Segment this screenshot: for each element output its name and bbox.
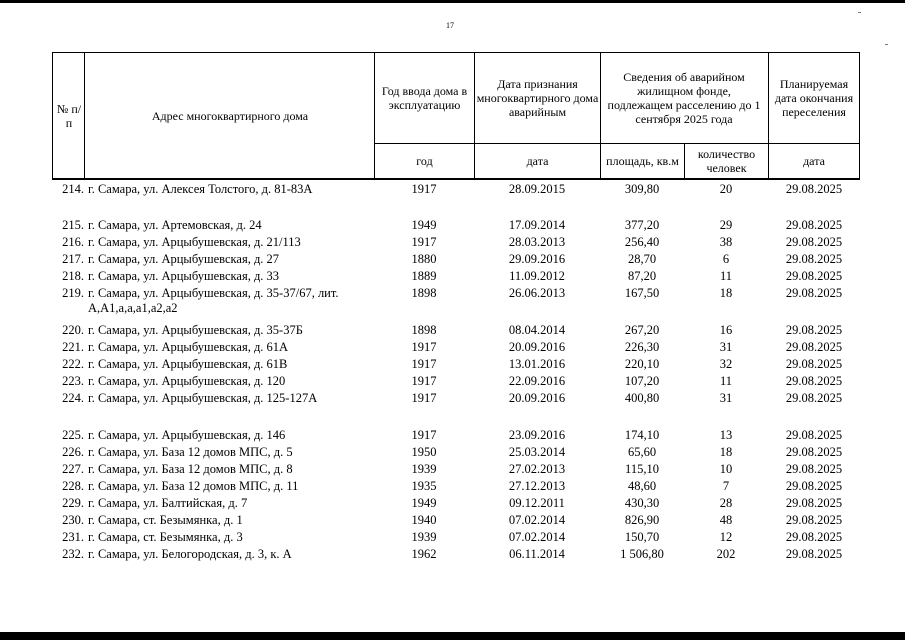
row-year: 1917 xyxy=(411,374,437,388)
row-date: 26.06.2013 xyxy=(508,286,566,300)
row-address: г. Самара, ст. Безымянка, д. 3 xyxy=(88,530,243,544)
row-area: 826,90 xyxy=(624,513,660,527)
row-plan-date: 29.08.2025 xyxy=(785,428,843,442)
header-vline xyxy=(859,52,860,180)
table-row xyxy=(52,428,860,445)
row-plan-date: 29.08.2025 xyxy=(785,252,843,266)
row-address: г. Самара, ул. Балтийская, д. 7 xyxy=(88,496,248,510)
table-row xyxy=(52,462,860,479)
row-plan-date: 29.08.2025 xyxy=(785,182,843,196)
row-area: 1 506,80 xyxy=(620,547,664,561)
row-year: 1898 xyxy=(411,323,437,337)
table-row xyxy=(52,530,860,547)
row-area: 150,70 xyxy=(624,530,660,544)
row-number: 223. xyxy=(62,374,84,388)
row-people: 48 xyxy=(719,513,733,527)
subheader-year: год xyxy=(416,154,433,168)
row-number: 229. xyxy=(62,496,84,510)
row-area: 174,10 xyxy=(624,428,660,442)
row-address: г. Самара, ул. База 12 домов МПС, д. 11 xyxy=(88,479,299,493)
row-year: 1889 xyxy=(411,269,437,283)
table-row xyxy=(52,445,860,462)
row-date: 17.09.2014 xyxy=(508,218,566,232)
row-plan-date: 29.08.2025 xyxy=(785,323,843,337)
row-number: 225. xyxy=(62,428,84,442)
row-people: 32 xyxy=(719,357,733,371)
row-year: 1917 xyxy=(411,235,437,249)
row-date: 06.11.2014 xyxy=(509,547,565,561)
row-plan-date: 29.08.2025 xyxy=(785,357,843,371)
row-year: 1917 xyxy=(411,391,437,405)
row-area: 267,20 xyxy=(624,323,660,337)
row-year: 1917 xyxy=(411,357,437,371)
row-area: 430,30 xyxy=(624,496,660,510)
table-row xyxy=(52,286,860,320)
row-plan-date: 29.08.2025 xyxy=(785,530,843,544)
row-address: г. Самара, ул. Арцыбушевская, д. 27 xyxy=(88,252,280,266)
row-year: 1917 xyxy=(411,428,437,442)
row-plan-date: 29.08.2025 xyxy=(785,547,843,561)
row-number: 221. xyxy=(62,340,84,354)
subheader-date: дата xyxy=(526,154,549,168)
page-number: 17 xyxy=(446,21,454,30)
row-date: 27.02.2013 xyxy=(508,462,566,476)
row-date: 28.09.2015 xyxy=(508,182,566,196)
row-plan-date: 29.08.2025 xyxy=(785,462,843,476)
row-address: г. Самара, ул. Арцыбушевская, д. 21/113 xyxy=(88,235,301,249)
row-year: 1939 xyxy=(411,462,437,476)
table-header xyxy=(52,52,860,180)
row-plan-date: 29.08.2025 xyxy=(785,374,843,388)
scan-speck xyxy=(885,44,888,45)
row-address: г. Самара, ул. Арцыбушевская, д. 35-37/67, лит. А,А1,а,а,а1,а2,а2 xyxy=(88,286,339,315)
row-people: 31 xyxy=(719,391,733,405)
row-address: г. Самара, ст. Безымянка, д. 1 xyxy=(88,513,243,527)
row-address: г. Самара, ул. Арцыбушевская, д. 61В xyxy=(88,357,288,371)
row-date: 20.09.2016 xyxy=(508,391,566,405)
table-row xyxy=(52,218,860,235)
row-number: 228. xyxy=(62,479,84,493)
row-year: 1880 xyxy=(411,252,437,266)
row-people: 11 xyxy=(719,374,733,388)
row-people: 13 xyxy=(719,428,733,442)
row-people: 29 xyxy=(719,218,733,232)
row-people: 38 xyxy=(719,235,733,249)
header-date: Дата признания многоквартирного дома аварийным xyxy=(476,77,599,119)
row-number: 226. xyxy=(62,445,84,459)
row-area: 28,70 xyxy=(627,252,657,266)
table-row xyxy=(52,235,860,252)
table-row xyxy=(52,182,860,199)
row-people: 6 xyxy=(722,252,730,266)
header-fund: Сведения об аварийном жилищном фонде, подлежащем расселению до 1 сентября 2025 года xyxy=(607,70,761,126)
header-address: Адрес многоквартирного дома xyxy=(151,109,309,123)
row-people: 31 xyxy=(719,340,733,354)
row-number: 217. xyxy=(62,252,84,266)
subheader-area: площадь, кв.м xyxy=(606,154,679,168)
row-date: 27.12.2013 xyxy=(508,479,566,493)
subheader-people: количество человек xyxy=(697,147,756,175)
table-row xyxy=(52,323,860,340)
table-row xyxy=(52,479,860,496)
row-date: 11.09.2012 xyxy=(509,269,565,283)
row-address: г. Самара, ул. Арцыбушевская, д. 125-127А xyxy=(88,391,318,405)
row-number: 222. xyxy=(62,357,84,371)
row-date: 13.01.2016 xyxy=(508,357,566,371)
row-area: 400,80 xyxy=(624,391,660,405)
header-num: № п/п xyxy=(56,102,82,130)
row-people: 18 xyxy=(719,445,733,459)
scan-speck xyxy=(858,12,861,13)
row-plan-date: 29.08.2025 xyxy=(785,513,843,527)
row-area: 87,20 xyxy=(627,269,657,283)
row-year: 1940 xyxy=(411,513,437,527)
row-plan-date: 29.08.2025 xyxy=(785,479,843,493)
row-people: 18 xyxy=(719,286,733,300)
row-people: 10 xyxy=(719,462,733,476)
row-date: 25.03.2014 xyxy=(508,445,566,459)
row-address: г. Самара, ул. Арцыбушевская, д. 33 xyxy=(88,269,280,283)
row-year: 1949 xyxy=(411,218,437,232)
subheader-plan: дата xyxy=(803,154,825,168)
row-address: г. Самара, ул. Арцыбушевская, д. 120 xyxy=(88,374,286,388)
table-row xyxy=(52,513,860,530)
header-vline xyxy=(52,52,53,180)
row-area: 220,10 xyxy=(624,357,660,371)
row-plan-date: 29.08.2025 xyxy=(785,340,843,354)
row-number: 216. xyxy=(62,235,84,249)
row-address: г. Самара, ул. Алексея Толстого, д. 81-83А xyxy=(88,182,313,196)
row-year: 1962 xyxy=(411,547,437,561)
row-area: 48,60 xyxy=(627,479,657,493)
row-people: 12 xyxy=(719,530,733,544)
row-address: г. Самара, ул. База 12 домов МПС, д. 5 xyxy=(88,445,293,459)
row-date: 07.02.2014 xyxy=(508,530,566,544)
row-number: 219. xyxy=(62,286,84,300)
row-address: г. Самара, ул. Арцыбушевская, д. 146 xyxy=(88,428,286,442)
table-row xyxy=(52,547,860,564)
row-people: 16 xyxy=(719,323,733,337)
row-area: 377,20 xyxy=(624,218,660,232)
row-plan-date: 29.08.2025 xyxy=(785,269,843,283)
row-number: 232. xyxy=(62,547,84,561)
table-row xyxy=(52,374,860,391)
row-date: 20.09.2016 xyxy=(508,340,566,354)
row-number: 220. xyxy=(62,323,84,337)
table-row xyxy=(52,340,860,357)
header-year: Год ввода дома в эксплуатацию xyxy=(381,84,468,112)
row-year: 1939 xyxy=(411,530,437,544)
row-area: 115,10 xyxy=(625,462,659,476)
row-area: 107,20 xyxy=(624,374,660,388)
table-row xyxy=(52,269,860,286)
row-people: 28 xyxy=(719,496,733,510)
row-plan-date: 29.08.2025 xyxy=(785,218,843,232)
table-row xyxy=(52,496,860,513)
row-people: 202 xyxy=(716,547,736,561)
row-address: г. Самара, ул. Арцыбушевская, д. 61А xyxy=(88,340,289,354)
row-date: 22.09.2016 xyxy=(508,374,566,388)
row-date: 08.04.2014 xyxy=(508,323,566,337)
row-number: 218. xyxy=(62,269,84,283)
row-address: г. Самара, ул. Арцыбушевская, д. 35-37Б xyxy=(88,323,303,337)
row-year: 1935 xyxy=(411,479,437,493)
row-year: 1950 xyxy=(411,445,437,459)
row-people: 20 xyxy=(719,182,733,196)
row-plan-date: 29.08.2025 xyxy=(785,286,843,300)
table-row xyxy=(52,391,860,408)
row-plan-date: 29.08.2025 xyxy=(785,496,843,510)
row-area: 226,30 xyxy=(624,340,660,354)
row-area: 167,50 xyxy=(624,286,660,300)
row-year: 1898 xyxy=(411,286,437,300)
row-people: 11 xyxy=(719,269,733,283)
row-number: 230. xyxy=(62,513,84,527)
row-area: 256,40 xyxy=(624,235,660,249)
row-plan-date: 29.08.2025 xyxy=(785,445,843,459)
row-number: 214. xyxy=(62,182,84,196)
row-area: 65,60 xyxy=(627,445,657,459)
row-date: 09.12.2011 xyxy=(509,496,565,510)
row-number: 231. xyxy=(62,530,84,544)
row-address: г. Самара, ул. Белогородская, д. 3, к. А xyxy=(88,547,292,561)
row-address: г. Самара, ул. База 12 домов МПС, д. 8 xyxy=(88,462,293,476)
row-number: 227. xyxy=(62,462,84,476)
row-number: 215. xyxy=(62,218,84,232)
row-year: 1949 xyxy=(411,496,437,510)
row-number: 224. xyxy=(62,391,84,405)
top-border xyxy=(0,0,905,3)
row-plan-date: 29.08.2025 xyxy=(785,391,843,405)
row-date: 23.09.2016 xyxy=(508,428,566,442)
row-people: 7 xyxy=(722,479,730,493)
table-row xyxy=(52,357,860,374)
header-vline xyxy=(84,52,85,180)
row-plan-date: 29.08.2025 xyxy=(785,235,843,249)
header-plan: Планируемая дата окончания переселения xyxy=(774,77,854,119)
row-year: 1917 xyxy=(411,340,437,354)
row-address: г. Самара, ул. Артемовская, д. 24 xyxy=(88,218,262,232)
row-date: 29.09.2016 xyxy=(508,252,566,266)
row-date: 07.02.2014 xyxy=(508,513,566,527)
bottom-border xyxy=(0,632,905,640)
row-year: 1917 xyxy=(411,182,437,196)
table-row xyxy=(52,252,860,269)
row-area: 309,80 xyxy=(624,182,660,196)
row-date: 28.03.2013 xyxy=(508,235,566,249)
